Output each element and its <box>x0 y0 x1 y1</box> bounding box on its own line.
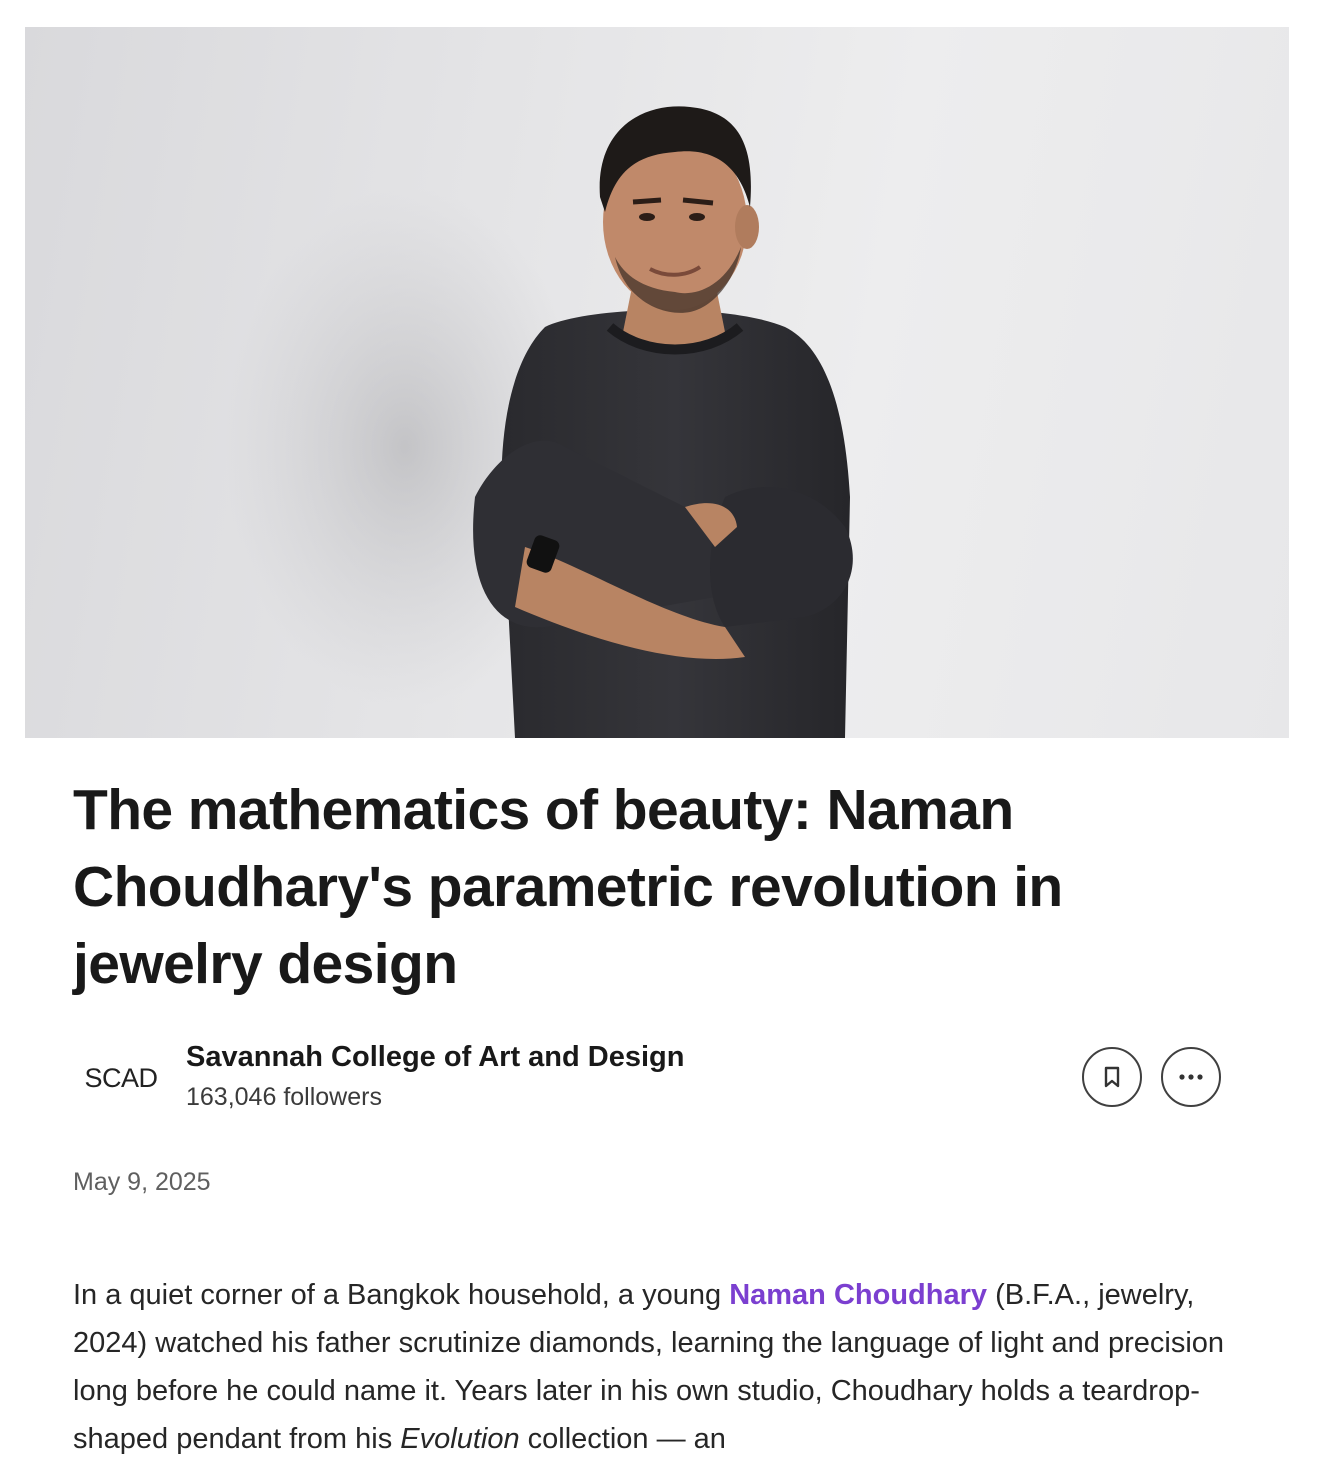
save-article-button[interactable] <box>1082 1047 1142 1107</box>
paragraph-text-middle: (B.F.A., jewelry, 2024) watched his father scrutinize diamonds, learning the language of light and precision long before he could name it. Years later in his own studio, Choudhary holds a teardrop-shaped pendant from his <box>73 1279 1225 1455</box>
paragraph-text-start: In a quiet corner of a Bangkok household, a young <box>73 1279 730 1311</box>
hero-image <box>25 27 1289 738</box>
publish-date: May 9, 2025 <box>73 1168 211 1196</box>
person-link-naman-choudhary[interactable]: Naman Choudhary <box>729 1279 988 1311</box>
more-options-button[interactable] <box>1161 1047 1221 1107</box>
article-paragraph <box>73 1271 1248 1463</box>
article-title: The mathematics of beauty: Naman Choudhary's parametric revolution in jewelry design <box>73 778 1063 996</box>
logo-text: SCAD <box>84 1062 158 1093</box>
paragraph-text-end: collection — an <box>519 1423 726 1455</box>
collection-name: Evolution <box>400 1423 520 1455</box>
followers-count: 163,046 followers <box>186 1083 382 1111</box>
portrait-photo <box>25 27 1289 738</box>
more-horizontal-icon <box>1177 1073 1205 1081</box>
bookmark-icon <box>1100 1065 1124 1089</box>
organization-logo[interactable] <box>73 1030 169 1126</box>
author-name-link[interactable]: Savannah College of Art and Design <box>186 1041 685 1073</box>
